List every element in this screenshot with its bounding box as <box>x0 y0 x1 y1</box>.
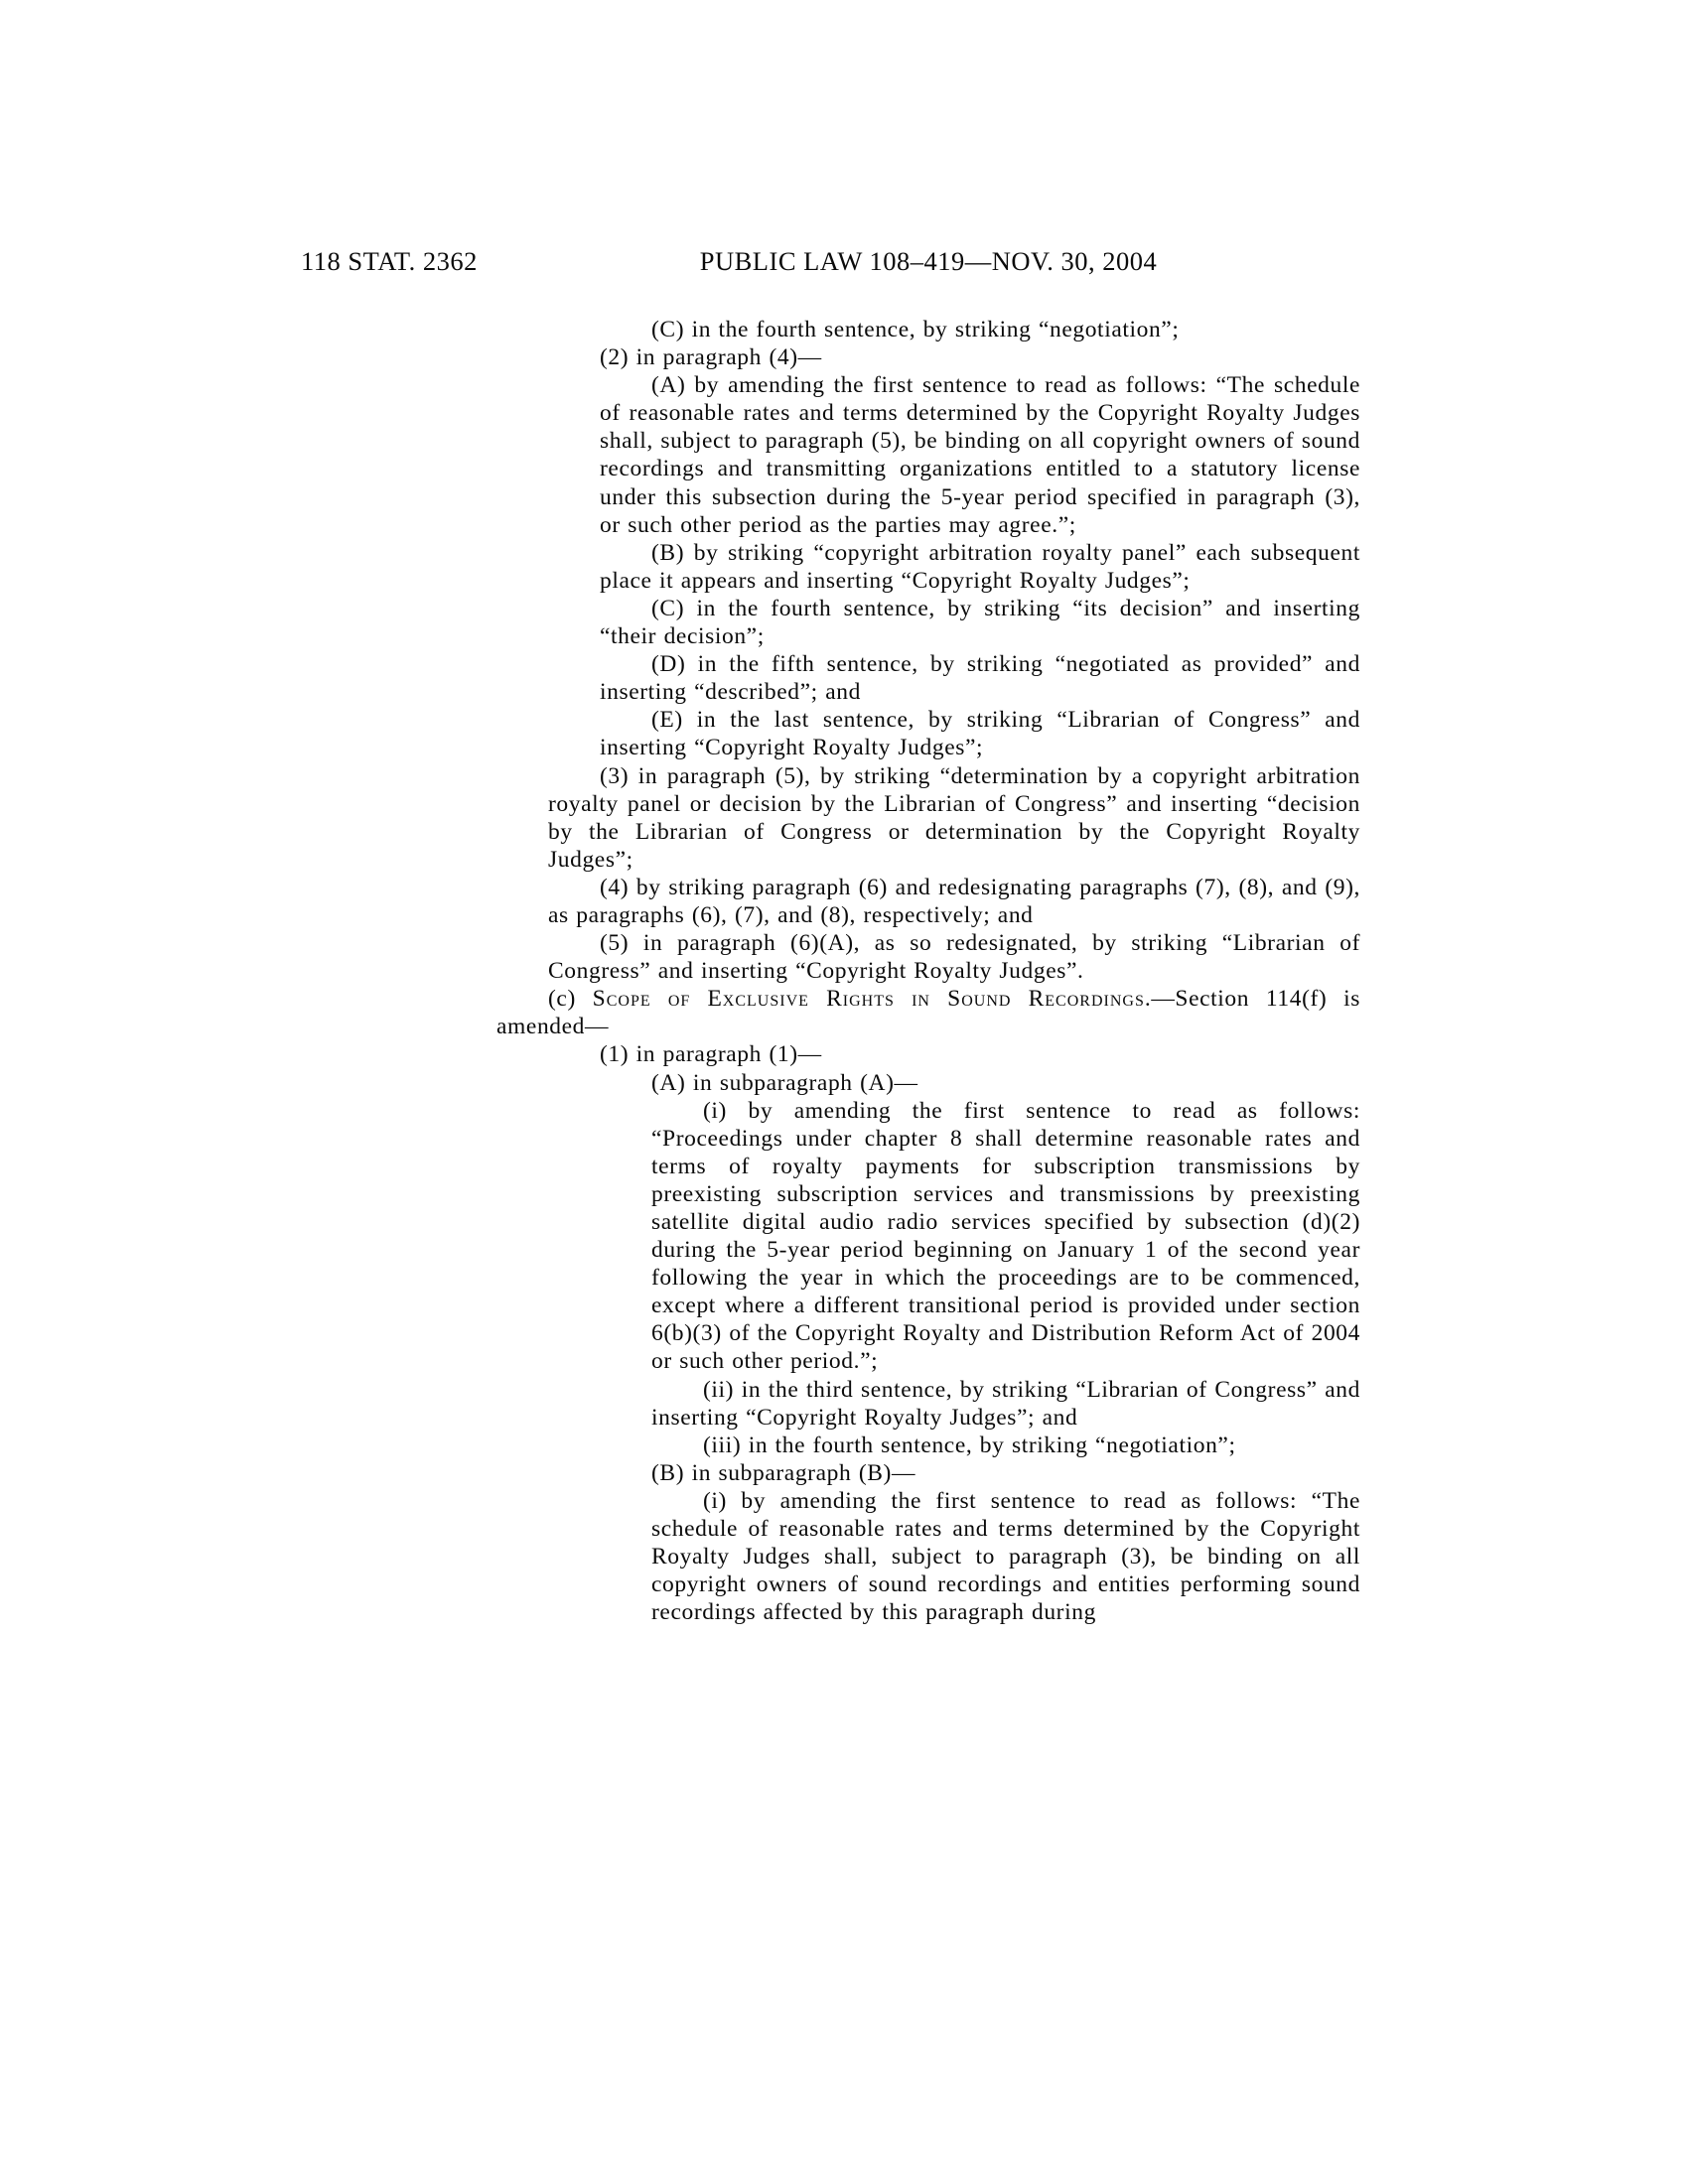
statute-paragraph <box>496 1432 1360 1459</box>
text-run: (4) by striking paragraph (6) and redesignating paragraphs (7), (8), and (9), as paragraphs (6), (7), and (8), respectively; and <box>548 874 1360 928</box>
statute-paragraph <box>496 595 1360 650</box>
body-text <box>496 316 1360 1626</box>
text-run: (D) in the fifth sentence, by striking “negotiated as provided” and inserting “described”; and <box>600 651 1360 706</box>
text-run: (c) <box>548 986 593 1013</box>
statute-paragraph <box>496 1097 1360 1376</box>
statute-paragraph <box>496 985 1360 1040</box>
text-run: (i) by amending the first sentence to read as follows: “Proceedings under chapter 8 shall determine reasonable rates and terms of royalty payments for subscription transmissions by preexisting subscription services and transmissions by preexisting satellite digital audio radio services specified by subsection (d)(2) during the 5-year period beginning on January 1 of the second year following the year in which the proceedings are to be commenced, except where a different transitional period is provided under section 6(b)(3) of the Copyright Royalty and Distribution Reform Act of 2004 or such other period.”; <box>651 1097 1360 1375</box>
text-run: (C) in the fourth sentence, by striking “negotiation”; <box>651 317 1180 342</box>
text-run: (3) in paragraph (5), by striking “determination by a copyright arbitration royalty panel or decision by the Librarian of Congress” and inserting “decision by the Librarian of Congress or determination by the Copyright Royalty Judges”; <box>548 762 1360 873</box>
statute-paragraph <box>496 1376 1360 1432</box>
statute-paragraph <box>496 539 1360 595</box>
statute-paragraph <box>496 874 1360 929</box>
stat-page-number: 118 STAT. 2362 <box>301 246 478 276</box>
statute-paragraph <box>496 706 1360 761</box>
statute-paragraph <box>496 1459 1360 1487</box>
text-run: (A) in subparagraph (A)— <box>651 1069 918 1096</box>
statute-paragraph <box>496 929 1360 985</box>
text-run: (i) by amending the first sentence to read as follows: “The schedule of reasonable rates and terms determined by the Copyright Royalty Judges shall, subject to paragraph (3), be binding on all copyright owners of sound recordings and entities performing sound recordings affected by this paragraph during <box>651 1487 1360 1626</box>
text-run: .—Section 114(f) is amended— <box>496 986 1361 1040</box>
statute-paragraph <box>496 316 1360 343</box>
text-run: (2) in paragraph (4)— <box>600 344 822 371</box>
statute-paragraph <box>496 762 1360 874</box>
text-run: (B) by striking “copyright arbitration royalty panel” each subsequent place it appears and inserting “Copyright Royalty Judges”; <box>600 539 1360 594</box>
text-run: (5) in paragraph (6)(A), as so redesignated, by striking “Librarian of Congress” and inserting “Copyright Royalty Judges”. <box>548 930 1360 985</box>
text-run: (1) in paragraph (1)— <box>600 1041 822 1068</box>
statute-paragraph <box>496 1069 1360 1097</box>
text-run: (iii) in the fourth sentence, by striking “negotiation”; <box>703 1432 1236 1458</box>
law-title: PUBLIC LAW 108–419—NOV. 30, 2004 <box>699 246 1158 276</box>
page-header <box>0 246 1688 282</box>
statute-paragraph <box>496 1040 1360 1068</box>
statute-paragraph <box>496 371 1360 539</box>
text-run: (ii) in the third sentence, by striking “Librarian of Congress” and inserting “Copyright Royalty Judges”; and <box>651 1376 1360 1431</box>
text-run: (E) in the last sentence, by striking “Librarian of Congress” and inserting “Copyright Royalty Judges”; <box>600 707 1360 761</box>
text-run: (A) by amending the first sentence to read as follows: “The schedule of reasonable rates and terms determined by the Copyright Royalty Judges shall, subject to paragraph (5), be binding on all copyright owners of sound recordings and transmitting organizations entitled to a statutory license under this subsection during the 5-year period specified in paragraph (3), or such other period as the parties may agree.”; <box>600 372 1360 538</box>
small-caps-heading-text: Scope of Exclusive Rights in Sound Recordings <box>592 986 1145 1013</box>
statute-paragraph <box>496 343 1360 371</box>
statute-paragraph <box>496 1487 1360 1626</box>
text-run: (B) in subparagraph (B)— <box>651 1459 916 1486</box>
text-run: (C) in the fourth sentence, by striking “its decision” and inserting “their decision”; <box>600 595 1360 650</box>
statute-paragraph <box>496 650 1360 706</box>
